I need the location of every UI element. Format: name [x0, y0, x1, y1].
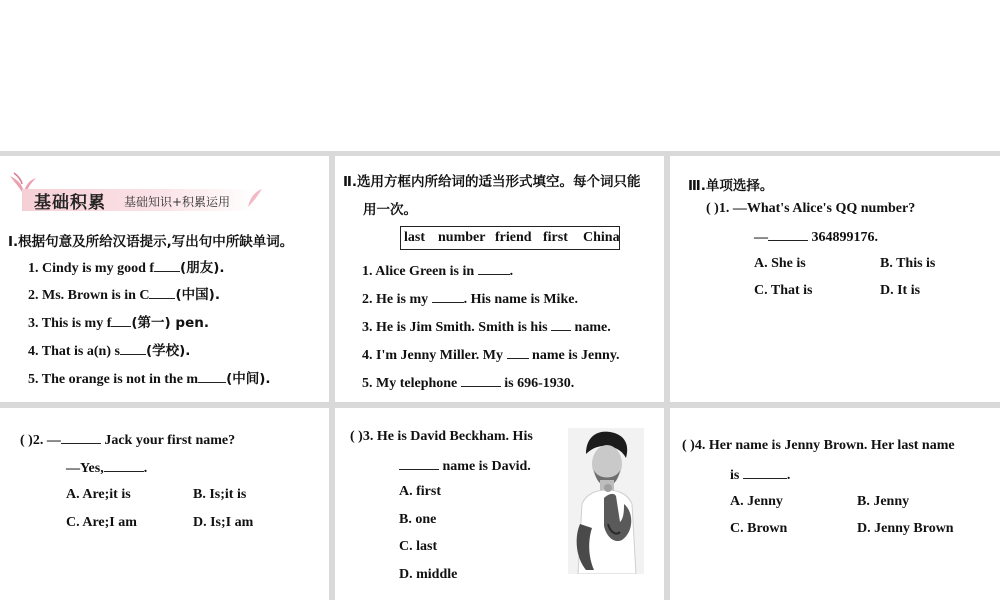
- list-item: [28, 256, 225, 277]
- option-b[interactable]: B. This is: [880, 256, 936, 271]
- list-item: [28, 339, 190, 360]
- answer-blank[interactable]: [61, 431, 101, 444]
- question-1-stem: ( )1. —What's Alice's QQ number?: [706, 201, 916, 216]
- item-text: This is my f: [41, 316, 112, 331]
- answer-blank[interactable]: [149, 286, 175, 299]
- item-hint: (学校).: [145, 343, 191, 359]
- item-text: .: [509, 264, 514, 279]
- item-number: 4.: [28, 344, 39, 359]
- item-text: is 696-1930.: [504, 376, 575, 391]
- option-c[interactable]: C. Brown: [730, 521, 788, 536]
- answer-blank[interactable]: [154, 259, 180, 272]
- option-a[interactable]: A. She is: [754, 256, 806, 271]
- item-number: 2.: [28, 288, 39, 303]
- answer-blank[interactable]: [743, 466, 787, 479]
- panel-multiple-choice: [670, 156, 1000, 402]
- item-text: Alice Green is in: [375, 264, 475, 279]
- item-text: That is a(n) s: [41, 344, 120, 359]
- panel-question-4: [670, 408, 1000, 600]
- item-text: 364899176.: [811, 230, 878, 245]
- item-text: —Yes,: [66, 461, 104, 476]
- panel-question-3: [335, 408, 664, 600]
- option-d[interactable]: D. Is;I am: [193, 515, 254, 530]
- answer-blank[interactable]: [104, 459, 144, 472]
- question-4-stem: ( )4. Her name is Jenny Brown. Her last name: [682, 438, 955, 453]
- item-text: I'm Jenny Miller. My: [376, 348, 504, 363]
- part2-title-line1: Ⅱ.选用方框内所给词的适当形式填空。每个词只能: [343, 174, 641, 190]
- item-text: Jack your first name?: [104, 433, 236, 448]
- portrait-photo: [568, 428, 644, 574]
- word-box: [400, 226, 620, 250]
- list-item: [362, 374, 574, 392]
- item-text: is: [730, 468, 740, 483]
- panel-question-2: [0, 408, 329, 600]
- answer-blank[interactable]: [551, 318, 571, 331]
- top-blank-area: [0, 0, 1000, 151]
- item-text: name is David.: [442, 459, 531, 474]
- list-item: [28, 367, 271, 388]
- list-item: [28, 311, 209, 332]
- item-number: 5.: [362, 376, 373, 391]
- item-hint: (朋友).: [180, 260, 225, 276]
- answer-blank[interactable]: [461, 374, 501, 387]
- option-d[interactable]: D. Jenny Brown: [857, 521, 954, 536]
- answer-blank[interactable]: [120, 342, 146, 355]
- section-header-ribbon: [8, 170, 256, 212]
- question-3-stem: ( )3. He is David Beckham. His: [350, 429, 533, 444]
- item-text: My telephone: [376, 376, 458, 391]
- item-number: 1.: [362, 264, 373, 279]
- item-text: ( )2. —: [20, 433, 61, 448]
- question-2-line2: [66, 459, 147, 477]
- option-b[interactable]: B. one: [399, 512, 437, 527]
- answer-blank[interactable]: [111, 314, 131, 327]
- option-a[interactable]: A. Jenny: [730, 494, 783, 509]
- answer-blank[interactable]: [198, 370, 226, 383]
- option-c[interactable]: C. That is: [754, 283, 813, 298]
- leaf-decoration-icon: [246, 187, 264, 209]
- word-box-item: last: [404, 230, 425, 245]
- item-number: 2.: [362, 292, 373, 307]
- item-text: .: [786, 468, 791, 483]
- question-2-stem: [20, 431, 235, 449]
- answer-blank[interactable]: [478, 262, 510, 275]
- section-header-subtitle: 基础知识+积累运用: [124, 195, 231, 209]
- item-text: The orange is not in the m: [41, 372, 199, 387]
- answer-blank[interactable]: [507, 346, 529, 359]
- word-box-item: China: [583, 230, 620, 245]
- item-text: name is Jenny.: [532, 348, 620, 363]
- part3-title: Ⅲ.单项选择。: [688, 178, 774, 194]
- item-text: name.: [574, 320, 611, 335]
- section-header-title: 基础积累: [34, 193, 106, 213]
- list-item: [28, 283, 220, 304]
- item-text: He is Jim Smith. Smith is his: [376, 320, 548, 335]
- option-d[interactable]: D. middle: [399, 567, 458, 582]
- item-hint: (中间).: [226, 371, 271, 387]
- item-number: 5.: [28, 372, 39, 387]
- list-item: [362, 346, 620, 364]
- item-hint: (第一) pen.: [131, 315, 209, 331]
- item-text: Ms. Brown is in C: [42, 288, 150, 303]
- panel-word-fill: [335, 156, 664, 402]
- word-box-item: friend: [495, 230, 532, 245]
- item-text: . His name is Mike.: [463, 292, 578, 307]
- item-text: —: [754, 230, 768, 245]
- item-number: 3.: [28, 316, 39, 331]
- list-item: [362, 290, 578, 308]
- answer-blank[interactable]: [399, 457, 439, 470]
- part1-title: Ⅰ.根据句意及所给汉语提示,写出句中所缺单词。: [8, 234, 294, 250]
- word-box-item: number: [438, 230, 486, 245]
- option-a[interactable]: A. first: [399, 484, 441, 499]
- item-number: 1.: [28, 261, 39, 276]
- item-text: .: [143, 461, 148, 476]
- item-hint: (中国).: [175, 287, 220, 303]
- question-1-line2: [754, 228, 878, 246]
- item-text: He is my: [376, 292, 429, 307]
- list-item: [362, 318, 611, 336]
- option-b[interactable]: B. Jenny: [857, 494, 910, 509]
- list-item: [362, 262, 513, 280]
- word-box-item: first: [543, 230, 568, 245]
- question-4-line2: [730, 466, 790, 484]
- question-3-line2: [399, 457, 531, 475]
- answer-blank[interactable]: [432, 290, 464, 303]
- option-a[interactable]: A. Are;it is: [66, 487, 131, 502]
- answer-blank[interactable]: [768, 228, 808, 241]
- option-b[interactable]: B. Is;it is: [193, 487, 247, 502]
- part2-title-line2: 用一次。: [363, 202, 417, 218]
- panel-basic-accumulation: [0, 156, 329, 402]
- item-number: 4.: [362, 348, 373, 363]
- option-c[interactable]: C. last: [399, 539, 438, 554]
- item-text: Cindy is my good f: [42, 261, 155, 276]
- option-d[interactable]: D. It is: [880, 283, 921, 298]
- option-c[interactable]: C. Are;I am: [66, 515, 137, 530]
- item-number: 3.: [362, 320, 373, 335]
